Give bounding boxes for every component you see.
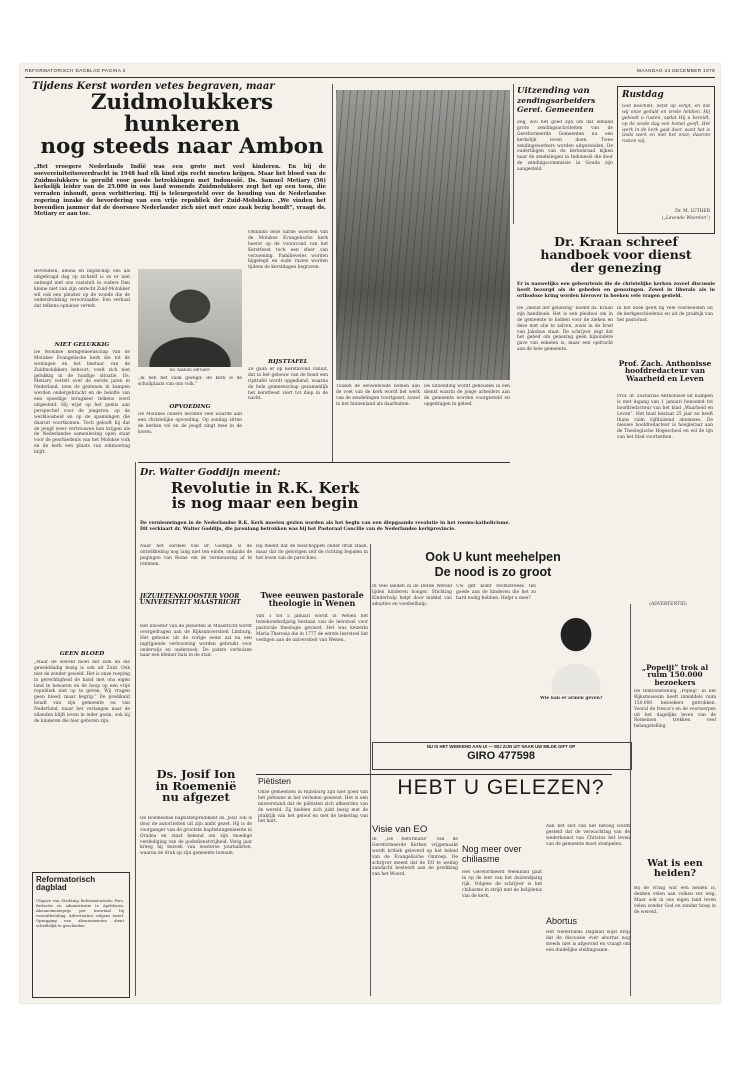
ion-headline-line-3: nu afgezet bbox=[162, 790, 230, 805]
jezuieten-body: Het klooster van de jezuïeten in Maastricht wordt overgedragen aan de Rijksuniversiteit Limburg. Het gebouw uit de vorige eeuw zal na een ingrijpende verbouwing worden gebruikt voor onderwijs en onderzoek. De paters verhuizen naar een kleiner huis in de stad. bbox=[140, 624, 252, 659]
church-caption-2: De uitzending wordt gehouden in een dienst waarin de jonge arbeiders aan de gemeente worden voorgesteld en opgedragen in gebed. bbox=[424, 384, 510, 407]
lead-subhead-niet-gelukkig: NIET GELUKKIG bbox=[54, 342, 110, 348]
rustdag-body: God beschikt, liefst op schijt, en dat wij onze geduld en vrede hebben. Hij gebiedt u rusten, opdat Hij u bereidt, op de zesde dag een hemel geeft. Het werk in de kerk gaat door, want het is Gods werk en niet het onze; daarom rusten wij. bbox=[622, 104, 710, 145]
lead-body-col-2b: De Molukse ouders hechten veel waarde aan een christelijke opvoeding. Op zondag zitten de kerken vol en de jeugd zingt mee in de koren. bbox=[138, 412, 242, 435]
visie-headline: Visie van EO bbox=[372, 824, 428, 835]
church-photo bbox=[336, 90, 510, 380]
kraan-headline-line-3: der genezing bbox=[570, 259, 662, 275]
kraan-headline bbox=[517, 236, 715, 274]
lead-kicker: Tijdens Kerst worden vetes begraven, maar bbox=[32, 81, 275, 92]
lead-subhead-geen-bloed: GEEN BLOED bbox=[59, 651, 105, 657]
heiden-headline-line-1: Wat is een bbox=[647, 858, 703, 869]
hebt-u-gelezen-headline: HEBT U GELEZEN? bbox=[397, 776, 605, 799]
heiden-headline bbox=[634, 859, 716, 879]
metiary-caption: DS. SAMUEL METIARY bbox=[169, 368, 211, 372]
pietisten-headline: Piëtisten bbox=[258, 776, 291, 786]
ion-headline bbox=[140, 769, 252, 804]
appeal-photo-caption: Wie kan er armen geven? bbox=[540, 696, 603, 701]
kraan-headline-line-2: handboek voor dienst bbox=[540, 246, 692, 262]
masthead bbox=[25, 68, 715, 76]
chiliasme-headline-line-1: Nog meer over bbox=[462, 844, 522, 854]
lead-subhead-rijsttafel: RIJSTTAFEL bbox=[268, 359, 308, 365]
metiary-photo bbox=[138, 269, 242, 367]
kraan-intro: Er is nauwelijks een gebeurtenis die de christelijke kerken zoveel discussie heeft bezorgd als de gebeden en genezingen. Zowel in liberale als in orthodoxe kring worden hierover in boeken vele vragen gesteld. bbox=[517, 282, 715, 299]
kraan-body-1: De „dienst der genezing” noemt ds. Kraan zijn handboek. Het is een pleidooi om in de gemeente te bidden voor de zieken en deze met olie te zalven, zoals in de brief van Jakobus staat. De schrijver zegt dat het gebed om genezing geen bijzondere gave van enkelen is, maar een opdracht aan de hele gemeente. bbox=[517, 306, 613, 353]
goddijn-headline-line-1: Revolutie in R.K. Kerk bbox=[170, 479, 360, 497]
goddijn-kicker: Dr. Walter Goddijn meent: bbox=[140, 467, 281, 478]
lead-body-col-1a: Bovendien, kenna en blijdschap ons als uitgebragd dag op zichzelf is zo er niet ontnegd met ons vaststelt in ouders Den kleine niet van zijn onrecht Zuid-Molukker wil ook een pleister op de wonde die de onderdrukking veroorzaakte. Een verhaal dat telkens opnieuw vertelt. bbox=[34, 269, 130, 310]
masthead-left: REFORMATORISCH DAGBLAD PAGINA 2 bbox=[25, 68, 126, 73]
eeuwen-headline: Twee eeuwen pastorale theologie in Wenen bbox=[260, 590, 364, 609]
ion-headline-line-1: Ds. Josif Ion bbox=[156, 767, 236, 781]
prof-body: Prof. dr. Zacharias Anthonisse uit Kampen is met ingang van 1 januari benoemd tot hoofdredacteur van het blad „Waarheid en Leven”. Het blad bestaat 25 jaar en heeft thans ruim vijfduizend abonnees. De nieuwe hoofdredacteur is hoogleraar aan de Theologische Hogeschool en wil de lijn van het blad voortzetten. bbox=[617, 394, 713, 441]
church-caption-1: Tussen de eeuwenoude bomen aan de voet van de kerk wordt het werk van de zendelingen voortgezet, zowel in het binnenland als daarbuiten. bbox=[336, 384, 420, 407]
rustdag-title: Rustdag bbox=[622, 90, 664, 100]
lead-body-col-3b: Ze gaan er op Kerstavond vanuit, dat in het gebouw van de bond een rijsttafel wordt opgediend, waarna de hele gemeenschap gezamenlijk het kerstfeest viert tot diep in de nacht. bbox=[248, 367, 328, 402]
prof-headline: Prof. Zach. Anthonisse hoofdredacteur van Waarheid en Leven bbox=[618, 359, 712, 383]
lead-headline-line-2: nog steeds naar Ambon bbox=[40, 133, 324, 159]
lead-body-col-1c: „Maar de wereld moet het zien en die gewelddadig bezig is ook uit Zuid. Ook niet de zonder geweld. Het is onze roeping in gerechtigheid de band met ons eigen land te bewaren en de hoop op een vrije republiek niet op te geven. Wij vragen geen bloed, maar begrip.” De predikant houdt van zijn gemeente en van Nederland, maar het verlangen naar de eilanden blijft leven in ieder gezin, ook bij de kinderen die hier geboren zijn. bbox=[34, 660, 130, 724]
popeiji-headline: „Popeiji” trok al ruim 150.000 bezoekers bbox=[641, 663, 709, 687]
rd-box-body: Uitgave van Stichting Reformatorische Pers. Redactie en administratie te Apeldoorn. Abonnementsprijs per kwartaal bij vooruitbetaling. Advertenties volgens tarief. Opzegging van abonnementen dient schriftelijk te geschieden. bbox=[36, 898, 124, 929]
heiden-headline-line-2: heiden? bbox=[653, 867, 697, 879]
lead-subhead-opvoeding: OPVOEDING bbox=[169, 404, 211, 410]
goddijn-headline bbox=[140, 481, 390, 512]
rd-box-title-line-1: Reformatorisch bbox=[36, 875, 96, 884]
chiliasme-headline bbox=[462, 845, 542, 865]
giro-number: GIRO 477598 bbox=[467, 750, 535, 762]
goddijn-headline-line-2: is nog maar een begin bbox=[171, 494, 359, 513]
rustdag-source: („Levende Woorden”) bbox=[661, 216, 710, 221]
masthead-right: MAANDAG 24 DECEMBER 1979 bbox=[636, 68, 715, 73]
appeal-body-1: In vele landen in de Derde Wereld lijden kinderen honger. Stichting Kinderhulp helpt door middel van adopties en voedselhulp. bbox=[372, 584, 452, 607]
kraan-headline-line-1: Dr. Kraan schreef bbox=[554, 234, 678, 249]
church-story-headline: zendingsarbeiders Gerei. Gemeenten bbox=[517, 96, 596, 114]
goddijn-intro: De vernieuwingen in de Nederlandse R.K. Kerk moeten gezien worden als het begin van een diepgaande revolutie in het rooms-katholicisme. Dit verklaart dr. Walter Goddijn, die jarenlang betrokken was bij het Pastoraal Concilie van de Nederlandse kerkprovincie. bbox=[140, 521, 510, 532]
lead-headline-line-1: Zuidmolukkers hunkeren bbox=[90, 90, 274, 137]
kraan-body-2: In het boek geeft hij vele voorbeelden uit de kerkgeschiedenis en uit de praktijk van het pastoraat. bbox=[617, 306, 713, 323]
hebt-col-3: Aan het slot van het betoog wordt gesteld dat de verwachting van de wederkomst van Christus het leven van de gemeente moet stempelen. bbox=[546, 824, 630, 847]
visie-body: In „De Reformatie” van de Gereformeerde Kerken vrijgemaakt wordt kritiek geleverd op het beleid van de Evangelische Omroep. De schrijver meent dat de EO te weinig aandacht besteedt aan de prediking van het Woord. bbox=[372, 837, 458, 878]
appeal-headline-line-2: De nood is zo groot bbox=[434, 564, 552, 579]
rustdag-signature: Dr. M. LUTHER bbox=[675, 209, 710, 214]
lead-body-col-3a: Ondanks deze harde woorden van de Molukse Evangelische kerk heerst op de vooravond van het Kerstfeest toch een sfeer van verzoening. Familievetes worden bijgelegd en oude ruzies worden tijdens de kerstdagen begraven. bbox=[248, 230, 328, 271]
jezuieten-headline: JEZUIETENKLOOSTER VOOR UNIVERSITEIT MAASTRICHT bbox=[140, 593, 241, 607]
goddijn-body-1: Naar het oordeel van dr. Goddijn is de ontwikkeling nog lang niet ten einde, ondanks de pogingen van Rome om de vernieuwing af te remmen. bbox=[140, 544, 252, 567]
pietisten-body: Onze gemeenten in Rijnsburg zijn niet goed van het piëtisme in het verleden geweest. Het is een misverstand dat de piëtisten zich afkeerden van de wereld. Zij hielden zich juist bezig met de praktijk van het geloof en met de bekering van het hart. bbox=[258, 790, 368, 825]
lead-body-col-2a: „Ik heb het vaak gezegd: de kerk is de schuilplaats van ons volk.” bbox=[138, 376, 242, 387]
ion-body: De Roemeense baptistenpredikant ds. Josif Ton is door de autoriteiten uit zijn ambt gezet. Hij is de voorganger van de grootste baptistengemeente in Oradea en staat bekend om zijn moedige verdediging van de godsdienstvrijheid. Vorig jaar kreeg hij bezoek van westerse journalisten, waarna de druk op zijn gemeente toenam. bbox=[140, 816, 252, 857]
abortus-body: Het Nederlands Dagblad wijst erop dat de discussie over abortus nog steeds niet is afgerond en vraagt om een duidelijke stellingname. bbox=[546, 930, 630, 953]
abortus-headline: Abortus bbox=[546, 916, 578, 926]
chiliasme-body: Het Gereformeerd Weekblad gaat in op de leer van het duizendjarig rijk. Volgens de schrijver is het chiliasme in strijd met de belijdenis van de kerk. bbox=[462, 870, 542, 899]
appeal-label: (ADVERTENTIE) bbox=[649, 602, 687, 607]
rd-box-title bbox=[36, 876, 126, 893]
goddijn-body-2: Hij meent dat de bisschoppen onder druk staan, maar dat de gelovigen zelf de richting bepalen in het leven van de parochies. bbox=[256, 544, 368, 561]
heiden-body: Bij de vraag wat een heiden is, denken velen aan volken ver weg. Maar ook in ons eigen land leven velen zonder God en zonder hoop in de wereld. bbox=[634, 886, 716, 915]
church-story-body: Zeg, zou het goed zijn om dat iemand grote zendingsactiviteiten van de Gereformeerde Gemeenten nu een kerkelijk leven doen. Twee zendingswerkers worden uitgezonden. De ouderlingen van de kerkenraad kijken naar de zendelingen in Indonesië die door de zendingscommissie in Gouda zijn aangesteld. bbox=[517, 120, 613, 173]
rd-box-title-line-2: dagblad bbox=[36, 883, 67, 893]
lead-intro: „Het vroegere Nederlands Indië was een grote met veel kinderen. En bij de soevereiniteitsoverdracht in 1948 had elk kind zijn recht moeten krijgen. Maar het bloed van de Zuidmolukkers is geruild voor goede betrekkingen met Indonesië. Ds. Samuel Metiary (56) kerkelijk leider van de 25.000 in ons land wonende Zuidmolukkers zegt het op een toon, die verraden inhoudt, geen verbittering. Hij is teleurgesteld over de houding van de Nederlandse regering inzake de bevordering van een vrije republiek der Zuid-Molukken. „We vinden het bovendien jammer dat de doorsnee Nederlander zich niet met onze zaak bezig houdt”, vraagt ds. Metiary er aan toe. bbox=[34, 164, 326, 218]
appeal-body-2: Uw gift komt rechtstreeks ten goede aan de kinderen die het zo hard nodig hebben. Helpt u mee? bbox=[456, 584, 536, 601]
church-story-kicker: Uitzending van bbox=[517, 86, 590, 96]
appeal-headline bbox=[372, 550, 614, 580]
popeiji-body: De tentoonstelling „Popeiji” in het Rijksmuseum heeft inmiddels ruim 150.000 bezoekers getrokken. Vooral de fresco's en de voorwerpen uit het dagelijks leven van de Romeinen trekken veel belangstelling. bbox=[634, 689, 716, 730]
lead-body-col-1b: De Molukse kerkgemeenschap van de Molukse Evangelische kerk die tot de woningen en het bestuur van de Zuidmolukkers behoort, voelt zich niet gelukkig in de huidige situatie. Ds. Metiary vertelt over de eerste jaren in Nederland, toen de gezinnen in kampen werden ondergebracht en de belofte van een spoedige terugkeer telkens werd uitgesteld. Hij wijst op het gemis aan perspectief voor de jongeren, op de werkloosheid en op de spanningen die daaruit voortkomen. Toch gelooft hij dat de jeugd weer vertrouwen kan krijgen als de Nederlandse samenleving open staat voor de geschiedenis van het Molukse volk en de kerk een plaats van ontmoeting blijft. bbox=[34, 350, 130, 456]
appeal-headline-line-1: Ook U kunt meehelpen bbox=[425, 550, 561, 564]
newspaper-page bbox=[20, 64, 720, 1003]
chiliasme-headline-line-2: chiliasme bbox=[462, 853, 500, 864]
child-photo bbox=[540, 604, 612, 694]
appeal-bar: NU IS HET WEEKEND AAN U! — WIJ ZIJN UIT NAAR UW MILDE GIFT OP bbox=[426, 744, 576, 749]
masthead-rule bbox=[25, 77, 715, 78]
eeuwen-body: Van 1 tot 5 januari wordt in Wenen het tweehonderdjarig bestaan van de leerstoel voor pastorale theologie gevierd. Het was keizerin Maria Theresia die in 1777 de eerste leerstoel liet vestigen aan de universiteit van Wenen. bbox=[256, 614, 368, 643]
ion-headline-line-2: in Roemenië bbox=[155, 778, 237, 793]
lead-headline bbox=[32, 92, 332, 158]
